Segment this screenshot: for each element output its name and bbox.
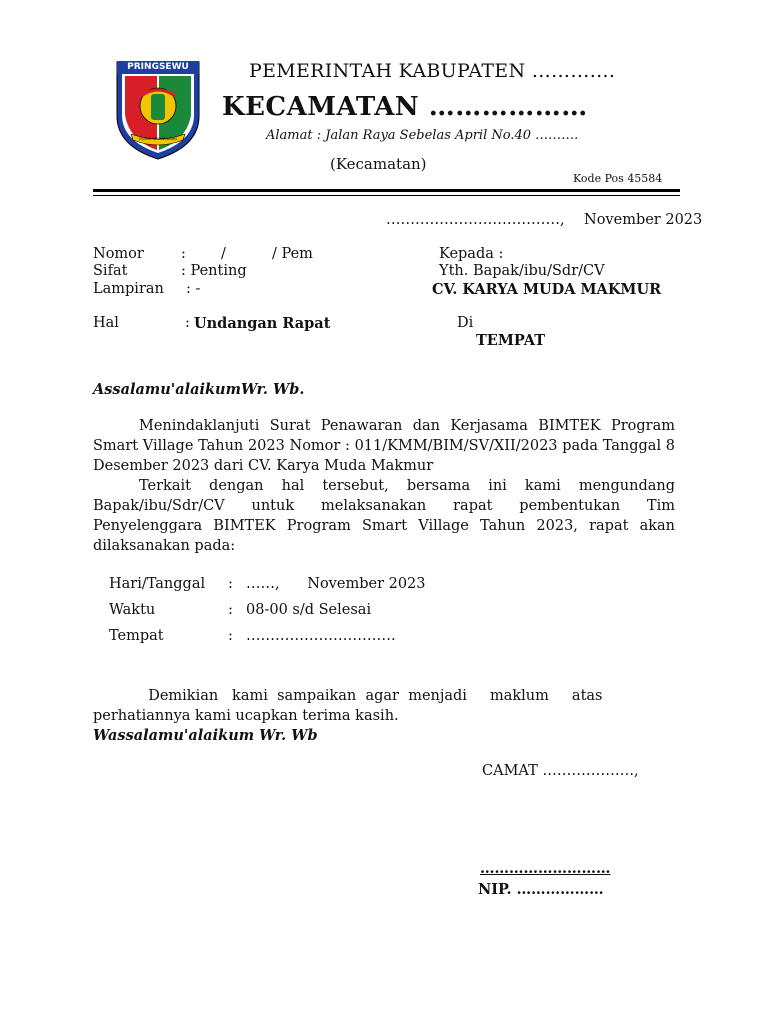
sifat-label: Sifat [93, 263, 128, 279]
lampiran-label: Lampiran [93, 281, 164, 297]
nomor-value: / / Pem [221, 246, 313, 262]
letter-date: November 2023 [584, 212, 703, 228]
schedule-time-value: 08-00 s/d Selesai [246, 602, 372, 618]
nomor-label: Nomor [93, 246, 144, 262]
hal-value: Undangan Rapat [194, 315, 331, 332]
tempat-label: TEMPAT [476, 332, 545, 349]
greeting: Assalamu'alaikumWr. Wb. [93, 381, 305, 398]
signatory-name: ……………………… [480, 860, 611, 877]
recipient-company: CV. KARYA MUDA MAKMUR [432, 281, 662, 298]
closing-paragraph [93, 666, 675, 726]
letter-place: ………………………………, [386, 212, 565, 228]
schedule-day-value: ……, November 2023 [246, 576, 426, 592]
closing-paragraph-text: Demikian kami sampaikan agar menjadi maklum atas perhatiannya kami ucapkan terima kasih. [93, 688, 608, 724]
kecamatan-line: (Kecamatan) [330, 155, 427, 173]
postal-code: Kode Pos 45584 [573, 172, 663, 185]
schedule-place-colon: : [228, 628, 233, 644]
government-line: PEMERINTAH KABUPATEN …………. [249, 60, 616, 82]
body-paragraph-1 [93, 416, 675, 476]
logo-ribbon-text: JEJAMA SECANCANAN [139, 137, 177, 141]
regency-logo [113, 58, 203, 162]
hal-colon: : [185, 315, 190, 331]
sifat-value: : Penting [181, 263, 247, 279]
header-rule-thin [93, 195, 680, 196]
hal-label: Hal [93, 315, 119, 331]
body-paragraph-2 [93, 476, 675, 556]
schedule-day-colon: : [228, 576, 233, 592]
address-line: Alamat : Jalan Raya Sebelas April No.40 ………. [266, 128, 579, 143]
schedule-place-value: …………………………. [246, 628, 396, 644]
di-label: Di [457, 315, 474, 331]
logo-banner-text: PRINGSEWU [127, 62, 189, 72]
recipient-salutation: Yth. Bapak/ibu/Sdr/CV [439, 263, 605, 279]
schedule-day-label: Hari/Tanggal [109, 576, 206, 592]
farewell: Wassalamu'alaikum Wr. Wb [93, 727, 318, 744]
schedule-time-colon: : [228, 602, 233, 618]
kepada-label: Kepada : [439, 246, 504, 262]
signatory-nip: NIP. ……………… [478, 881, 604, 898]
body-paragraph-2-text: Terkait dengan hal tersebut, bersama ini kami mengundang Bapak/ibu/Sdr/CV untuk melaksanakan rapat pembentukan Tim Penyelenggara BIMTEK Program Smart Village Tahun 2023, rapat akan dilaksanakan pada: [93, 478, 675, 554]
lampiran-value: : - [186, 281, 201, 297]
nomor-colon: : [181, 246, 186, 262]
schedule-time-label: Waktu [109, 602, 156, 618]
header-rule-thick [93, 189, 680, 192]
camat-title: CAMAT ………………., [482, 763, 639, 779]
schedule-place-label: Tempat [109, 628, 164, 644]
district-line: KECAMATAN ……………… [222, 92, 588, 122]
body-paragraph-1-text: Menindaklanjuti Surat Penawaran dan Kerjasama BIMTEK Program Smart Village Tahun 2023 Nomor : 011/KMM/BIM/SV/XII/2023 pada Tanggal 8 Desember 2023 dari CV. Karya Muda Makmur [93, 418, 675, 474]
